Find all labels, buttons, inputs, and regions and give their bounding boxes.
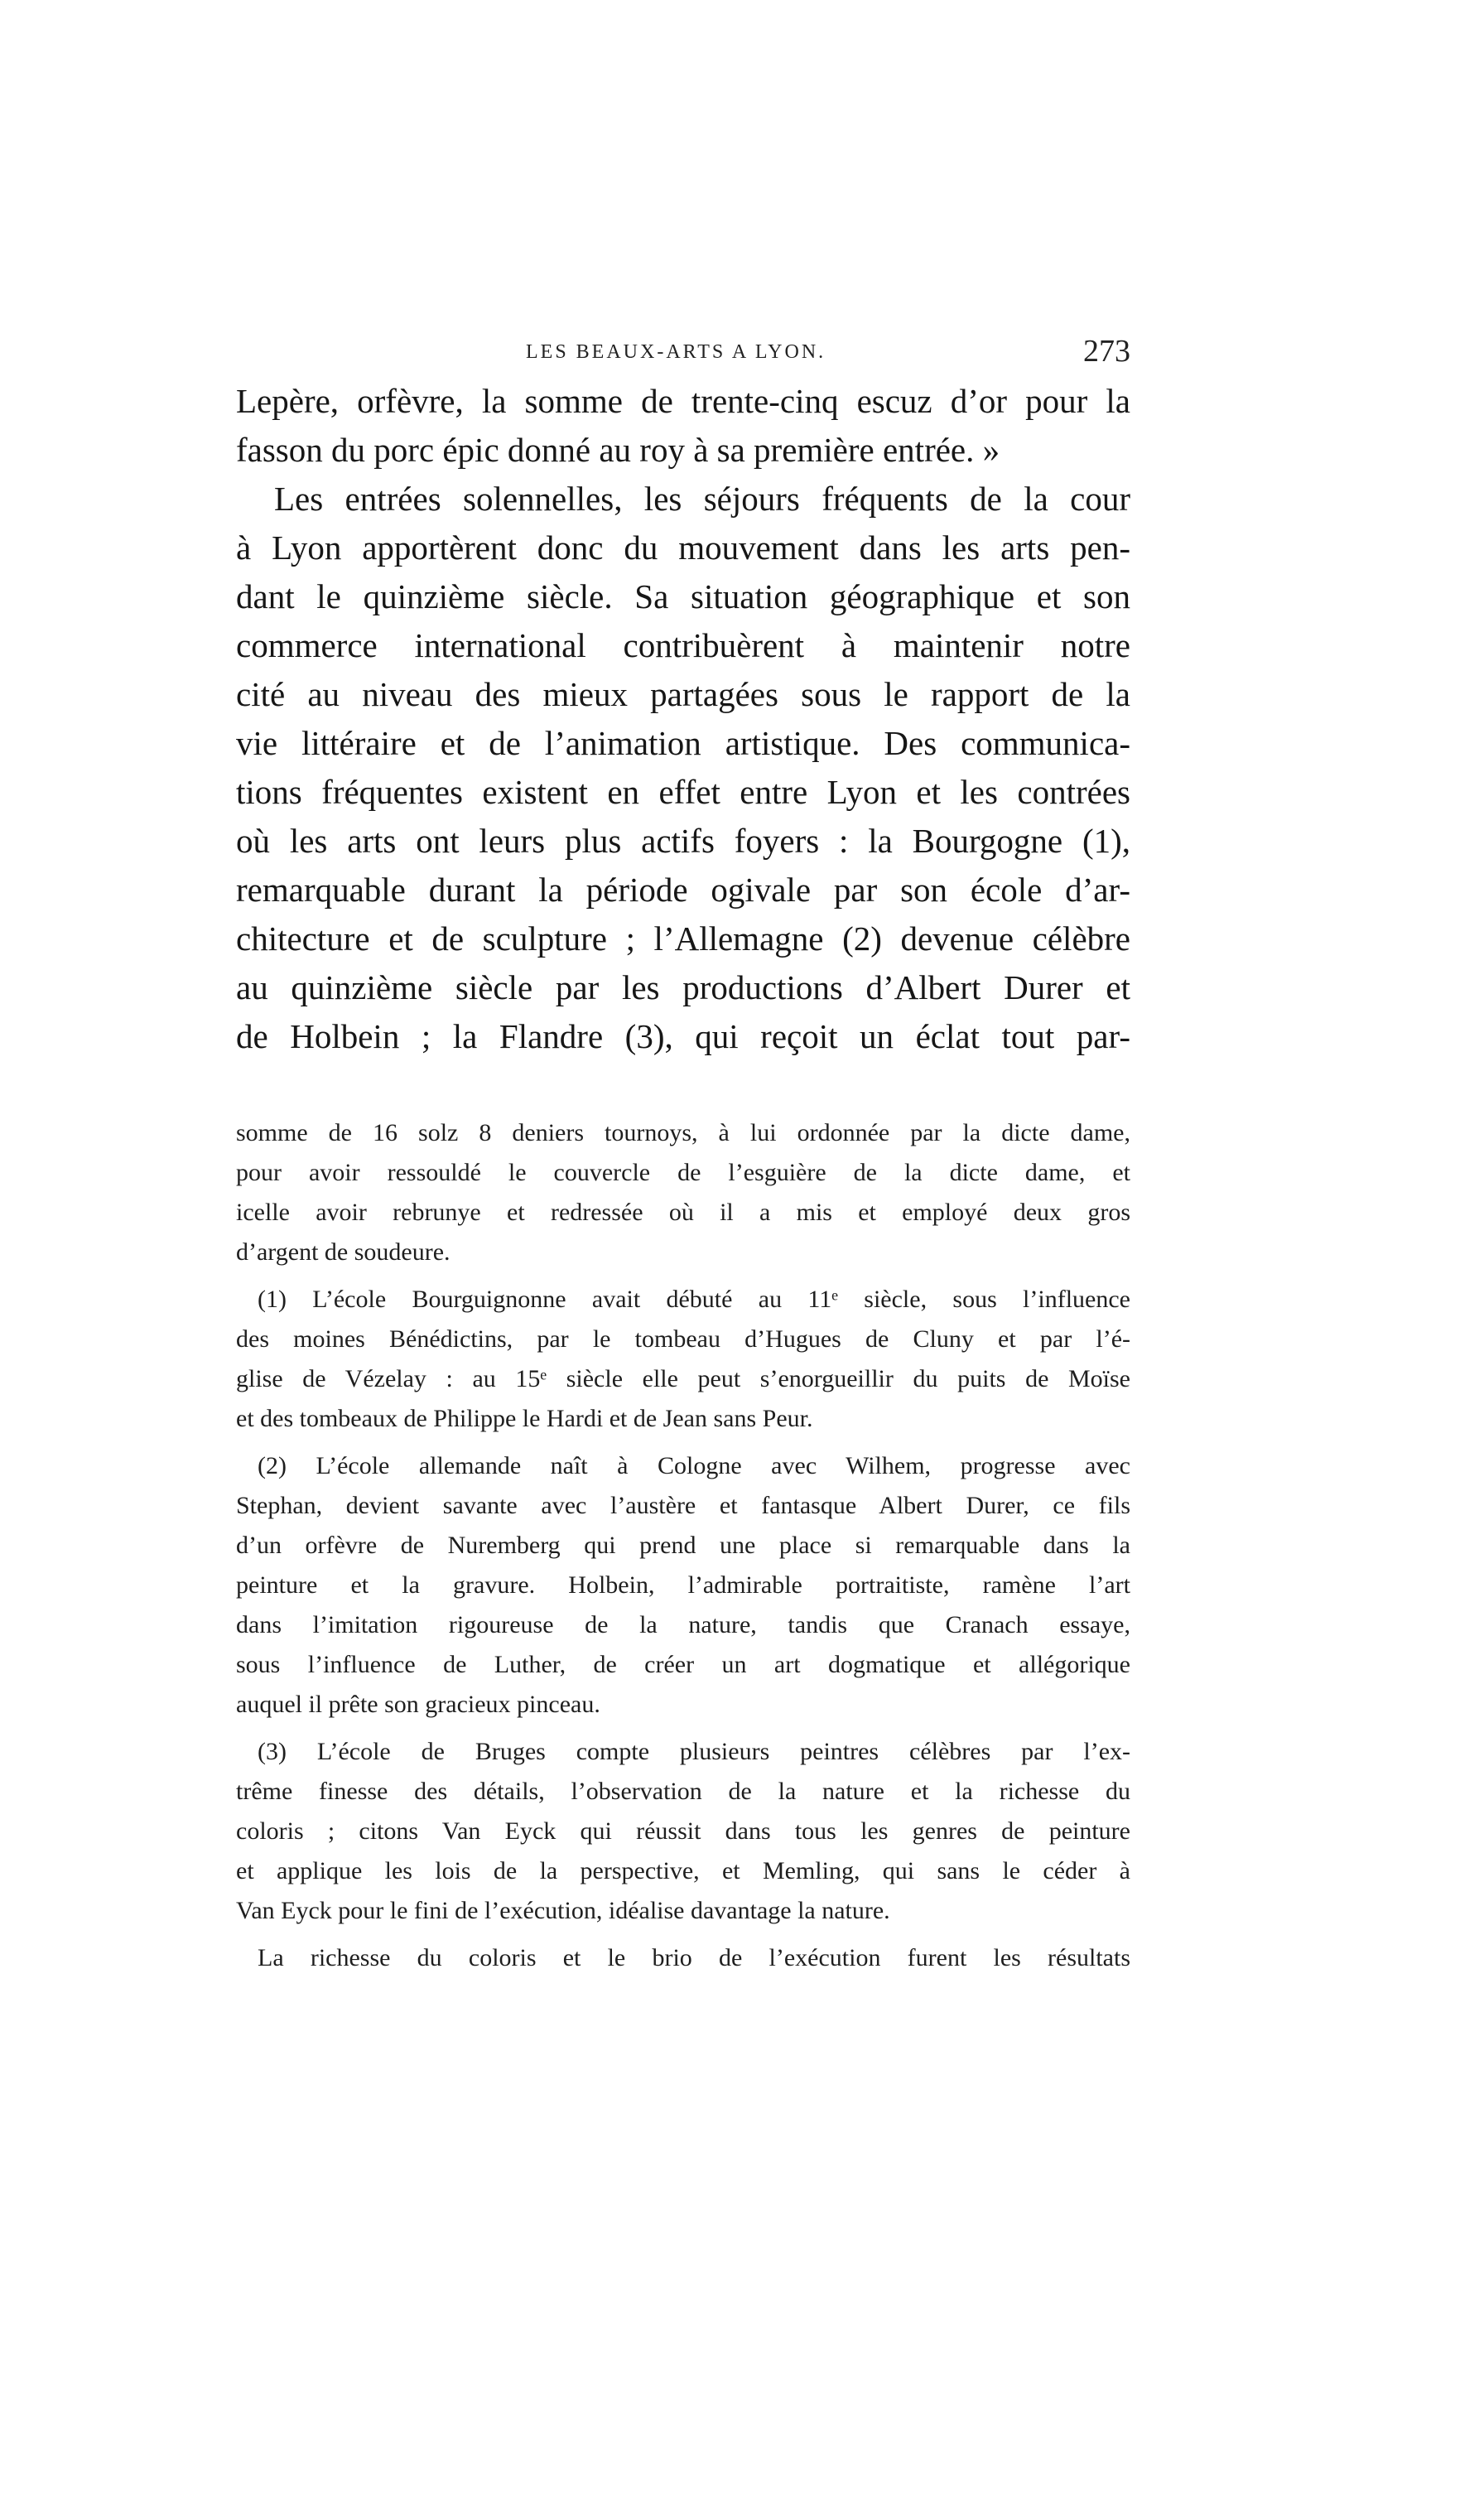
footnote-line: et des tombeaux de Philippe le Hardi et de Jean sans Peur. (236, 1405, 813, 1432)
footnote-line: dans l’imitation rigoureuse de la nature, tandis que Cranach essaye, (236, 1611, 1130, 1638)
running-head (236, 333, 1130, 374)
footnote-line: auquel il prête son gracieux pinceau. (236, 1691, 600, 1718)
footnote-line: icelle avoir rebrunye et redressée où il a mis et employé deux gros (236, 1199, 1130, 1226)
footnote-3-continuation (236, 1938, 1130, 1978)
running-title: LES BEAUX-ARTS A LYON. (526, 341, 826, 363)
footnote-line: sous l’influence de Luther, de créer un art dogmatique et allégorique (236, 1651, 1130, 1678)
footnote-line: La richesse du coloris et le brio de l’exécution furent les résultats (258, 1944, 1130, 1971)
footnote-line: Stephan, devient savante avec l’austère et fantasque Albert Durer, ce fils (236, 1492, 1130, 1519)
footnote-2 (236, 1446, 1130, 1725)
footnote-line: (3) L’école de Bruges compte plusieurs peintres célèbres par l’ex- (258, 1738, 1130, 1765)
body-line: vie littéraire et de l’animation artistique. Des communica- (236, 724, 1130, 762)
footnote-line: somme de 16 solz 8 deniers tournoys, à lui ordonnée par la dicte dame, (236, 1119, 1130, 1146)
footnote-line: (1) L’école Bourguignonne avait débuté au 11ᵉ siècle, sous l’influence (258, 1286, 1130, 1313)
footnote-3 (236, 1732, 1130, 1931)
body-line: au quinzième siècle par les productions d’Albert Durer et (236, 968, 1130, 1006)
body-line: remarquable durant la période ogivale par son école d’ar- (236, 871, 1130, 909)
footnote-line: Van Eyck pour le fini de l’exécution, idéalise davantage la nature. (236, 1897, 890, 1924)
footnote-line: pour avoir ressouldé le couvercle de l’esguière de la dicte dame, et (236, 1159, 1130, 1186)
body-line: commerce international contribuèrent à maintenir notre (236, 626, 1130, 664)
footnote-continued (236, 1113, 1130, 1272)
footnotes (236, 1113, 1130, 1986)
body-line: à Lyon apportèrent donc du mouvement dans les arts pen- (236, 528, 1130, 567)
footnote-line: et applique les lois de la perspective, et Memling, qui sans le céder à (236, 1857, 1130, 1884)
body-text (236, 377, 1130, 1061)
body-line: tions fréquentes existent en effet entre Lyon et les contrées (236, 773, 1130, 811)
body-line: dant le quinzième siècle. Sa situation géographique et son (236, 577, 1130, 615)
body-line: fasson du porc épic donné au roy à sa première entrée. » (236, 431, 1000, 469)
footnote-line: (2) L’école allemande naît à Cologne avec Wilhem, progresse avec (258, 1452, 1130, 1479)
footnote-line: coloris ; citons Van Eyck qui réussit dans tous les genres de peinture (236, 1817, 1130, 1845)
page-number: 273 (1083, 334, 1130, 369)
footnote-line: d’un orfèvre de Nuremberg qui prend une place si remarquable dans la (236, 1532, 1130, 1559)
body-line: Lepère, orfèvre, la somme de trente-cinq escuz d’or pour la (236, 382, 1130, 420)
body-line: où les arts ont leurs plus actifs foyers : la Bourgogne (1), (236, 822, 1130, 860)
footnote-line: glise de Vézelay : au 15ᵉ siècle elle peut s’enorgueillir du puits de Moïse (236, 1365, 1130, 1392)
footnote-1 (236, 1280, 1130, 1439)
footnote-line: des moines Bénédictins, par le tombeau d’Hugues de Cluny et par l’é- (236, 1325, 1130, 1353)
body-line: de Holbein ; la Flandre (3), qui reçoit un éclat tout par- (236, 1017, 1130, 1055)
footnote-line: peinture et la gravure. Holbein, l’admirable portraitiste, ramène l’art (236, 1571, 1130, 1599)
footnote-line: trême finesse des détails, l’observation de la nature et la richesse du (236, 1778, 1130, 1805)
body-line: chitecture et de sculpture ; l’Allemagne (2) devenue célèbre (236, 919, 1130, 958)
body-line: Les entrées solennelles, les séjours fréquents de la cour (274, 480, 1130, 518)
footnote-line: d’argent de soudeure. (236, 1238, 450, 1266)
body-line: cité au niveau des mieux partagées sous le rapport de la (236, 675, 1130, 713)
